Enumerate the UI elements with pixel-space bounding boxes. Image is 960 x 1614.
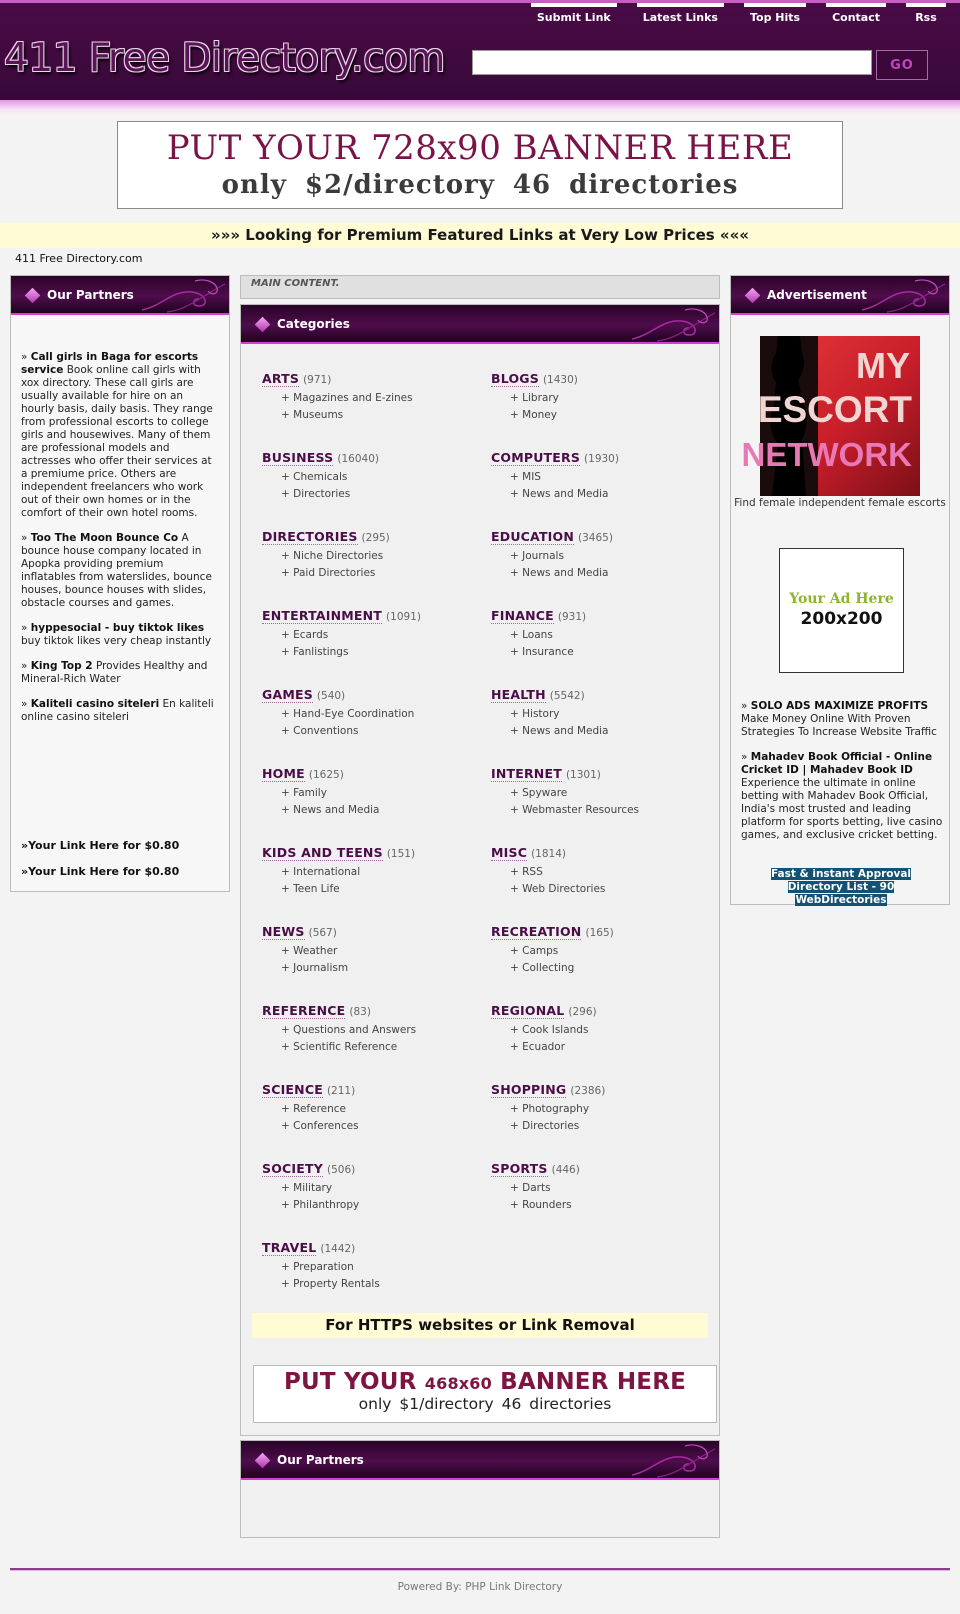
bottom-partners-header xyxy=(241,1441,719,1480)
ad-200x200[interactable] xyxy=(779,548,904,673)
category-block xyxy=(262,1161,491,1240)
plus-icon: + xyxy=(281,866,294,878)
partner-desc: A bounce house company located in Apopka providing premium inflatables from waterslides, bounce houses, bounce houses with slides, obstacle courses and games. xyxy=(21,532,212,609)
subcategory-item xyxy=(281,627,491,644)
plus-icon: + xyxy=(510,1024,523,1036)
right-link-desc: Experience the ultimate in online betting with Mahadev Book Official, India's most trusted and leading platform for sports betting, live casino games, and exclusive cricket betting. xyxy=(741,777,943,841)
subcategory-link[interactable]: Paid Directories xyxy=(293,567,376,579)
category-count: (1814) xyxy=(531,848,566,860)
category-count: (295) xyxy=(361,532,390,544)
category-count: (211) xyxy=(326,1085,356,1097)
subcategory-item xyxy=(510,565,702,582)
subcategory-link[interactable]: Fanlistings xyxy=(293,646,349,658)
subcategory-link[interactable]: Directories xyxy=(522,1120,580,1132)
plus-icon: + xyxy=(510,945,523,957)
your-link-here-2[interactable]: »Your Link Here for $0.80 xyxy=(21,865,180,878)
category-block xyxy=(491,1082,702,1161)
subcategory-link[interactable]: Web Directories xyxy=(522,883,606,895)
category-block xyxy=(262,766,491,845)
plus-icon: + xyxy=(510,629,523,641)
category-block xyxy=(262,529,491,608)
plus-icon: + xyxy=(510,1199,523,1211)
plus-icon: + xyxy=(281,1261,294,1273)
subcategory-link[interactable]: RSS xyxy=(522,866,543,878)
plus-icon: + xyxy=(510,567,523,579)
nav-rss[interactable]: Rss xyxy=(906,3,946,25)
banner-468-line1: PUT YOUR 468x60 BANNER HERE xyxy=(283,1369,687,1395)
advertisement-title: Advertisement xyxy=(767,288,867,302)
subcategory-item xyxy=(510,1039,702,1056)
categories-title: Categories xyxy=(277,317,350,331)
category-block xyxy=(262,845,491,924)
subcategory-item xyxy=(510,1118,702,1135)
category-link[interactable]: BUSINESS xyxy=(262,450,334,465)
category-count: (83) xyxy=(349,1006,371,1018)
plus-icon: + xyxy=(510,1182,523,1194)
plus-icon: + xyxy=(510,409,523,421)
category-count: (1430) xyxy=(542,374,578,386)
right-link-entry: » SOLO ADS MAXIMIZE PROFITS Make Money Online With Proven Strategies To Increase Website Traffic xyxy=(741,700,937,738)
plus-icon: + xyxy=(281,646,294,658)
subcategory-item xyxy=(281,1180,491,1197)
subcategory-link[interactable]: Directories xyxy=(293,488,351,500)
plus-icon: + xyxy=(510,1120,523,1132)
subcategory-item xyxy=(281,407,491,424)
swirl-ornament-icon xyxy=(137,276,227,315)
plus-icon: + xyxy=(281,1041,294,1053)
right-sidebar xyxy=(730,275,950,905)
plus-icon: + xyxy=(281,962,294,974)
category-count: (446) xyxy=(551,1164,580,1176)
subcategory-item xyxy=(510,706,702,723)
subcategory-item xyxy=(510,1022,702,1039)
subcategory-link[interactable]: News and Media xyxy=(522,725,609,737)
subcategory-link[interactable]: MIS xyxy=(522,471,541,483)
partner-desc: En kaliteli online casino siteleri xyxy=(21,698,214,723)
subcategory-item xyxy=(510,390,702,407)
subcategory-item xyxy=(281,1039,491,1056)
categories-header xyxy=(241,305,719,344)
partner-link[interactable]: King Top 2 xyxy=(30,660,93,672)
go-button[interactable]: GO xyxy=(876,50,928,80)
right-link-list xyxy=(741,700,943,854)
subcategory-link[interactable]: Conventions xyxy=(293,725,359,737)
category-count: (5542) xyxy=(549,690,585,702)
partner-entry: » Too The Moon Bounce Co A bounce house company located in Apopka providing premium inflatables from waterslides, bounce houses, bounce houses with slides, obstacle courses and games. xyxy=(21,532,212,609)
plus-icon: + xyxy=(281,725,294,737)
category-count: (1930) xyxy=(584,453,619,465)
subcategory-item xyxy=(510,1197,702,1214)
subcategory-link[interactable]: Journals xyxy=(522,550,564,562)
partner-desc: buy tiktok likes very cheap instantly xyxy=(21,635,212,647)
subcategory-item xyxy=(281,723,491,740)
subcategory-item xyxy=(281,1259,491,1276)
right-link-entry: » Mahadev Book Official - Online Cricket ID | Mahadev Book ID Experience the ultimate in online betting with Mahadev Book Official, India's most trusted and leading platform for sports betting, live casino games, and exclusive cricket betting. xyxy=(741,751,943,841)
subcategory-link[interactable]: Questions and Answers xyxy=(293,1024,417,1036)
subcategory-item xyxy=(510,548,702,565)
category-link[interactable]: FINANCE xyxy=(491,608,554,623)
subcategory-item xyxy=(281,802,491,819)
category-count: (506) xyxy=(326,1164,356,1176)
subcategory-link[interactable]: Museums xyxy=(293,409,344,421)
subcategory-link[interactable]: Insurance xyxy=(522,646,574,658)
category-link[interactable]: TRAVEL xyxy=(262,1240,317,1255)
partners-header xyxy=(11,276,229,315)
category-block xyxy=(262,1003,491,1082)
subcategory-item xyxy=(510,627,702,644)
category-link[interactable]: REFERENCE xyxy=(262,1003,346,1018)
search-input[interactable] xyxy=(472,50,872,75)
subcategory-link[interactable]: Weather xyxy=(293,945,338,957)
svg-text:ESCORT: ESCORT xyxy=(757,389,912,430)
right-link-desc: Make Money Online With Proven Strategies To Increase Website Traffic xyxy=(741,713,937,738)
category-count: (1301) xyxy=(565,769,601,781)
subcategory-link[interactable]: News and Media xyxy=(522,567,609,579)
category-link[interactable]: NEWS xyxy=(262,924,305,939)
top-nav xyxy=(531,3,946,25)
plus-icon: + xyxy=(510,787,523,799)
ad-200-line2: 200x200 xyxy=(800,609,883,629)
subcategory-item xyxy=(281,644,491,661)
category-link[interactable]: SOCIETY xyxy=(262,1161,323,1176)
category-link[interactable]: REGIONAL xyxy=(491,1003,565,1018)
diamond-icon xyxy=(745,288,761,304)
category-link[interactable]: HEALTH xyxy=(491,687,546,702)
category-link[interactable]: ENTERTAINMENT xyxy=(262,608,383,623)
subcategory-link[interactable]: Webmaster Resources xyxy=(522,804,640,816)
category-block xyxy=(491,924,702,1003)
site-logo[interactable]: 411 Free Directory.com xyxy=(4,36,445,81)
plus-icon: + xyxy=(281,1103,294,1115)
your-link-here-1[interactable]: »Your Link Here for $0.80 xyxy=(21,839,180,852)
subcategory-item xyxy=(510,1101,702,1118)
subcategory-item xyxy=(510,785,702,802)
subcategory-item xyxy=(510,1180,702,1197)
footer xyxy=(0,1581,960,1593)
subcategory-item xyxy=(281,1022,491,1039)
subcategory-item xyxy=(510,644,702,661)
php-link-directory-link[interactable]: PHP Link Directory xyxy=(465,1581,563,1593)
subcategory-item xyxy=(281,785,491,802)
category-count: (3465) xyxy=(578,532,613,544)
banner-728x90[interactable] xyxy=(117,121,843,209)
category-link[interactable]: HOME xyxy=(262,766,305,781)
subcategory-item xyxy=(510,723,702,740)
plus-icon: + xyxy=(510,550,523,562)
partner-link[interactable]: hyppesocial - buy tiktok likes xyxy=(30,622,205,634)
subcategory-link[interactable]: Loans xyxy=(522,629,553,641)
category-count: (567) xyxy=(308,927,337,939)
category-count: (16040) xyxy=(337,453,379,465)
subcategory-link[interactable]: Spyware xyxy=(522,787,568,799)
subcategory-link[interactable]: Rounders xyxy=(522,1199,572,1211)
subcategory-link[interactable]: Property Rentals xyxy=(293,1278,380,1290)
subcategory-item xyxy=(281,469,491,486)
plus-icon: + xyxy=(510,866,523,878)
category-block xyxy=(262,1240,491,1319)
subcategory-item xyxy=(281,548,491,565)
subcategory-item xyxy=(510,960,702,977)
subcategory-item xyxy=(281,864,491,881)
category-link[interactable]: MISC xyxy=(491,845,528,860)
subcategory-link[interactable]: Photography xyxy=(522,1103,590,1115)
plus-icon: + xyxy=(281,945,294,957)
diamond-icon xyxy=(255,317,271,333)
category-count: (1442) xyxy=(320,1243,356,1255)
https-link-removal-bar[interactable]: For HTTPS websites or Link Removal xyxy=(252,1313,708,1338)
partner-entry: » hyppesocial - buy tiktok likes buy tiktok likes very cheap instantly xyxy=(21,622,212,647)
plus-icon: + xyxy=(281,1182,294,1194)
plus-icon: + xyxy=(281,1024,294,1036)
subcategory-item xyxy=(510,881,702,898)
subcategory-link[interactable]: Scientific Reference xyxy=(293,1041,398,1053)
premium-links-bar[interactable]: »»» Looking for Premium Featured Links at Very Low Prices ««« xyxy=(0,223,960,248)
plus-icon: + xyxy=(281,629,294,641)
category-link[interactable]: RECREATION xyxy=(491,924,582,939)
plus-icon: + xyxy=(281,550,294,562)
plus-icon: + xyxy=(510,646,523,658)
swirl-ornament-icon xyxy=(857,276,947,315)
header-glow xyxy=(0,100,960,114)
right-link[interactable]: SOLO ADS MAXIMIZE PROFITS xyxy=(750,700,929,712)
subcategory-link[interactable]: News and Media xyxy=(293,804,380,816)
subcategory-link[interactable]: Chemicals xyxy=(293,471,348,483)
partners-title: Our Partners xyxy=(47,288,134,302)
subcategory-item xyxy=(281,1197,491,1214)
category-link[interactable]: COMPUTERS xyxy=(491,450,581,465)
escort-network-ad-image[interactable] xyxy=(741,336,920,496)
subcategory-item xyxy=(281,943,491,960)
category-count: (1625) xyxy=(308,769,344,781)
footer-divider xyxy=(10,1568,950,1571)
subcategory-item xyxy=(510,469,702,486)
subcategory-link[interactable]: Library xyxy=(522,392,559,404)
banner-728-line1: PUT YOUR 728x90 BANNER HERE xyxy=(166,128,794,168)
subcategory-link[interactable]: Money xyxy=(522,409,557,421)
nav-contact[interactable]: Contact xyxy=(826,3,886,25)
subcategory-item xyxy=(510,802,702,819)
subcategory-item xyxy=(281,1118,491,1135)
nav-latest-links[interactable]: Latest Links xyxy=(637,3,724,25)
category-link[interactable]: BLOGS xyxy=(491,371,539,386)
category-count: (1091) xyxy=(386,611,421,623)
ad-200-line1: Your Ad Here xyxy=(789,591,894,607)
plus-icon: + xyxy=(281,409,294,421)
category-block xyxy=(491,529,702,608)
subcategory-link[interactable]: Preparation xyxy=(293,1261,354,1273)
svg-text:MY: MY xyxy=(856,345,910,386)
left-sidebar xyxy=(10,275,230,892)
category-block xyxy=(491,1161,702,1240)
category-link[interactable]: INTERNET xyxy=(491,766,562,781)
banner-468-line2: only $1/directory 46 directories xyxy=(358,1395,612,1413)
category-block xyxy=(491,766,702,845)
plus-icon: + xyxy=(281,1120,294,1132)
plus-icon: + xyxy=(281,392,294,404)
category-block xyxy=(491,371,702,450)
plus-icon: + xyxy=(281,488,294,500)
partner-desc: Provides Healthy and Mineral-Rich Water xyxy=(21,660,208,685)
plus-icon: + xyxy=(510,1103,523,1115)
plus-icon: + xyxy=(510,725,523,737)
bottom-partners-title: Our Partners xyxy=(277,1453,364,1467)
fast-approval-link[interactable]: Fast & instant Approval Directory List - 90 WebDirectories xyxy=(770,868,912,906)
subcategory-link[interactable]: Ecuador xyxy=(522,1041,566,1053)
bottom-partners-box xyxy=(240,1440,720,1538)
diamond-icon xyxy=(25,288,41,304)
subcategory-item xyxy=(281,390,491,407)
swirl-ornament-icon xyxy=(627,305,717,344)
category-count: (971) xyxy=(303,374,332,386)
partner-link[interactable]: Call girls in Baga for escorts service xyxy=(21,351,199,376)
subcategory-link[interactable]: History xyxy=(522,708,560,720)
subcategory-link[interactable]: Ecards xyxy=(293,629,329,641)
advertisement-header xyxy=(731,276,949,315)
subcategory-item xyxy=(510,943,702,960)
subcategory-link[interactable]: Magazines and E-zines xyxy=(293,392,413,404)
category-link[interactable]: SPORTS xyxy=(491,1161,548,1176)
subcategory-item xyxy=(281,565,491,582)
nav-top-hits[interactable]: Top Hits xyxy=(744,3,806,25)
subcategory-link[interactable]: International xyxy=(293,866,361,878)
subcategory-link[interactable]: Collecting xyxy=(522,962,575,974)
subcategory-item xyxy=(281,960,491,977)
subcategory-link[interactable]: Cook Islands xyxy=(522,1024,589,1036)
subcategory-link[interactable]: Journalism xyxy=(293,962,349,974)
subcategory-link[interactable]: Conferences xyxy=(293,1120,359,1132)
category-link[interactable]: SHOPPING xyxy=(491,1082,567,1097)
category-count: (296) xyxy=(568,1006,597,1018)
categories-grid xyxy=(262,371,702,1319)
category-block xyxy=(262,371,491,450)
plus-icon: + xyxy=(510,488,523,500)
subcategory-item xyxy=(281,1101,491,1118)
main-content xyxy=(240,304,720,1436)
plus-icon: + xyxy=(281,1199,294,1211)
subcategory-link[interactable]: Camps xyxy=(522,945,559,957)
svg-text:NETWORK: NETWORK xyxy=(741,436,912,473)
plus-icon: + xyxy=(281,708,294,720)
category-link[interactable]: EDUCATION xyxy=(491,529,575,544)
subcategory-link[interactable]: Family xyxy=(293,787,327,799)
footer-prefix: Powered By: xyxy=(397,1581,462,1593)
category-link[interactable]: DIRECTORIES xyxy=(262,529,358,544)
subcategory-item xyxy=(281,486,491,503)
category-count: (165) xyxy=(585,927,614,939)
plus-icon: + xyxy=(281,787,294,799)
swirl-ornament-icon xyxy=(627,1441,717,1480)
plus-icon: + xyxy=(281,1278,294,1290)
breadcrumb: 411 Free Directory.com xyxy=(15,252,143,265)
escort-ad-caption: Find female independent female escorts xyxy=(734,497,946,509)
category-count: (540) xyxy=(316,690,346,702)
plus-icon: + xyxy=(281,471,294,483)
main-content-label: MAIN CONTENT. xyxy=(240,275,720,299)
subcategory-link[interactable]: Military xyxy=(293,1182,333,1194)
category-block xyxy=(491,687,702,766)
subcategory-item xyxy=(510,486,702,503)
category-link[interactable]: GAMES xyxy=(262,687,313,702)
subcategory-item xyxy=(281,1276,491,1293)
category-block xyxy=(491,608,702,687)
subcategory-link[interactable]: Niche Directories xyxy=(293,550,384,562)
subcategory-item xyxy=(510,407,702,424)
partner-link[interactable]: Kaliteli casino siteleri xyxy=(30,698,160,710)
category-block xyxy=(262,608,491,687)
category-block xyxy=(262,687,491,766)
plus-icon: + xyxy=(281,883,294,895)
subcategory-item xyxy=(281,881,491,898)
category-block xyxy=(491,450,702,529)
plus-icon: + xyxy=(510,804,523,816)
diamond-icon xyxy=(255,1453,271,1469)
category-count: (2386) xyxy=(570,1085,606,1097)
nav-submit-link[interactable]: Submit Link xyxy=(531,3,617,25)
subcategory-link[interactable]: Philanthropy xyxy=(293,1199,360,1211)
partner-desc: Book online call girls with xox directory. These call girls are usually available for hire on an hourly basis, daily basis. They range from professional escorts to college girls and housewives. Many of them are professional models and actresses who offer their services at a premiume price. Others are independent freelancers who work out of their own homes or in the comfort of their own hotel rooms. xyxy=(21,364,213,519)
banner-468x60[interactable] xyxy=(253,1365,717,1423)
plus-icon: + xyxy=(510,708,523,720)
category-block xyxy=(262,450,491,529)
subcategory-item xyxy=(281,706,491,723)
partner-entry: » Kaliteli casino siteleri En kaliteli online casino siteleri xyxy=(21,698,214,723)
plus-icon: + xyxy=(510,392,523,404)
category-link[interactable]: KIDS AND TEENS xyxy=(262,845,383,860)
plus-icon: + xyxy=(510,471,523,483)
partner-entry: » King Top 2 Provides Healthy and Mineral-Rich Water xyxy=(21,660,208,685)
category-link[interactable]: SCIENCE xyxy=(262,1082,323,1097)
category-block xyxy=(262,924,491,1003)
plus-icon: + xyxy=(281,804,294,816)
plus-icon: + xyxy=(510,1041,523,1053)
subcategory-item xyxy=(510,864,702,881)
subcategory-link[interactable]: Hand-Eye Coordination xyxy=(293,708,415,720)
plus-icon: + xyxy=(510,962,523,974)
category-block xyxy=(491,845,702,924)
category-count: (931) xyxy=(557,611,587,623)
site-header xyxy=(0,0,960,102)
partner-entry: » Call girls in Baga for escorts service Book online call girls with xox directory. These call girls are usually available for hire on an hourly basis, daily basis. They range from professional escorts to college girls and housewives. Many of them are professional models and actresses who offer their services at a premiume price. Others are independent freelancers who work out of their own homes or in the comfort of their own hotel rooms. xyxy=(21,351,213,519)
right-link[interactable]: Mahadev Book Official - Online Cricket ID | Mahadev Book ID xyxy=(741,751,933,776)
category-link[interactable]: ARTS xyxy=(262,371,300,386)
subcategory-link[interactable]: News and Media xyxy=(522,488,609,500)
banner-728-line2: only $2/directory 46 directories xyxy=(221,170,739,200)
subcategory-link[interactable]: Darts xyxy=(522,1182,551,1194)
category-block xyxy=(491,1003,702,1082)
subcategory-link[interactable]: Reference xyxy=(293,1103,347,1115)
subcategory-link[interactable]: Teen Life xyxy=(293,883,340,895)
category-block xyxy=(262,1082,491,1161)
plus-icon: + xyxy=(510,883,523,895)
category-count: (151) xyxy=(386,848,416,860)
partner-link[interactable]: Too The Moon Bounce Co xyxy=(30,532,179,544)
plus-icon: + xyxy=(281,567,294,579)
